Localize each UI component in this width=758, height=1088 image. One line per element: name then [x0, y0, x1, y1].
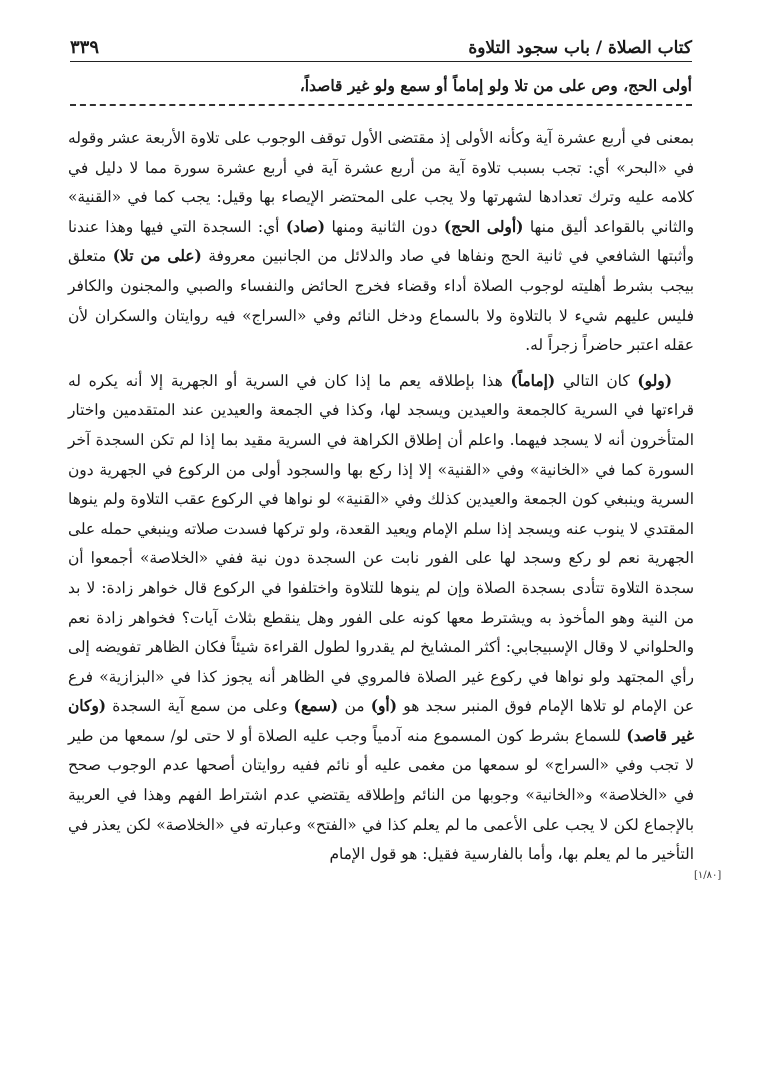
- matn-quote: (إماماً): [510, 371, 556, 390]
- matn-quote: (أولى الحج): [443, 217, 524, 236]
- matn-quote: (أو): [370, 697, 397, 716]
- commentary-paragraph: [68, 367, 694, 870]
- dashed-divider: [70, 104, 692, 106]
- commentary-text: دون الثانية ومنها: [325, 217, 444, 236]
- matn-quote: (ولو): [637, 371, 672, 390]
- commentary-text: بمعنى في أربع عشرة آية وكأنه الأولى إذ مقتضى الأول توقف الوجوب على تلاوة الأربعة عشر وقوله في «البحر» أي: تجب بسبب تلاوة آية من أربع عشرة آية في أربع عشرة سورة مما لا دليل في كلامه عليه وترك تعدادها لشهرتها ولا يجب على المحتضر الإيصاء بها وقيل: يجب كما في «القنية» والثاني بالقواعد أليق منها: [68, 129, 694, 236]
- page-number: ٣٣٩: [70, 37, 100, 58]
- running-title: كتاب الصلاة / باب سجود التلاوة: [468, 38, 692, 58]
- matn-quote: (وكان غير قاصد): [68, 697, 694, 745]
- matn-quote: (سمع): [293, 697, 339, 716]
- commentary-text: من: [338, 697, 371, 716]
- commentary-paragraph: [68, 124, 694, 361]
- commentary-text: هذا بإطلاقه يعم ما إذا كان في السرية أو الجهرية إلا أنه يكره له قراءتها في السرية كالجمعة والعيدين ويسجد لها، وكذا في الجمعة والعيدين عند المتقدمين واختار المتأخرون أنه لا يسجد فيهما. واعلم أن إطلاق الكراهة في السرية مقيد بما إذا لم تكن السجدة آخر السورة كما في «الخانية» وفي «القنية» إلا إذا ركع بها والسجود أولى من الركوع في الجهرية دون السرية وينبغي كون الجمعة والعيدين كذلك وفي «القنية» لو نواها في الركوع عقب التلاوة ولم ينوها المقتدي لا ينوب عنه ويسجد إذا سلم الإمام ويعيد القعدة، ولو تركها فسدت صلاته وينبغي حمله على الجهرية نعم لو ركع وسجد لها على الفور نابت عن السجدة دون نية ففي «الخلاصة» أجمعوا أن سجدة التلاوة تتأدى بسجدة الصلاة وإن لم ينوها للتلاوة واختلفوا في الركوع قال خواهر زادة: لا بد من النية وهو المأخوذ به ويشترط معها كونه على الفور وهل ينقطع بثلاث آيات؟ فخواهر زادة نعم والحلواني لا وقال الإسبيجابي: أكثر المشايخ لم يقدروا لطول القراءة شيئاً فكان الظاهر تفويضه إلى رأي المجتهد ولو نواها في ركوع غير الصلاة فالمروي في الظاهر أنه يجوز كذا في «البزازية» فرع عن الإمام لو تلاها الإمام فوق المنبر سجد هو: [68, 371, 695, 716]
- page-header: [70, 28, 692, 62]
- commentary-text: كان التالي: [555, 371, 638, 390]
- matn-quote: (صاد): [285, 217, 326, 236]
- matn-quote: (على من تلا): [112, 247, 202, 266]
- commentary-text: وعلى من سمع آية السجدة: [106, 697, 294, 716]
- commentary-text: أي: السجدة التي فيها وهذا عندنا وأثبتها الشافعي في ثانية الحج ونفاها في صاد والدلائل من الجانبين معروفة: [68, 217, 694, 266]
- commentary-text: متعلق بيجب بشرط أهليته لوجوب الصلاة أداء وقضاء فخرج الحائض والنفساء والصبي والمجنون والكافر فليس عليهم شيء لا بالتلاوة ولا بالسماع ودخل النائم وفي «السراج» فيه روايتان والسكران لأن عقله اعتبر حاضراً زجراً له.: [68, 247, 694, 355]
- commentary-body: [68, 124, 694, 870]
- matn-text: أولى الحج، وص على من تلا ولو إماماً أو سمع ولو غير قاصداً،: [299, 76, 692, 95]
- commentary-text: للسماع بشرط كون المسموع منه آدمياً وجب عليه الصلاة أو لا حتى لو/ سمعها من طير لا تجب وفي «السراج» لو سمعها من مغمى عليه أو نائم ففيه روايتان أصحها عدم الوجوب صحح في «الخلاصة» و«الخانية» وجوبها من النائم وإطلاقه يقتضي عدم اشتراط الفهم وهذا في العربية بالإجماع لكن لا يجب على الأعمى ما لم يعلم كذا في «الفتح» وعبارته في «الخلاصة» لكن يعذر في التأخير ما لم يعلم بها، وأما بالفارسية فقيل: هو قول الإمام: [68, 726, 694, 864]
- margin-folio-note: [١/٨٠]: [694, 870, 722, 881]
